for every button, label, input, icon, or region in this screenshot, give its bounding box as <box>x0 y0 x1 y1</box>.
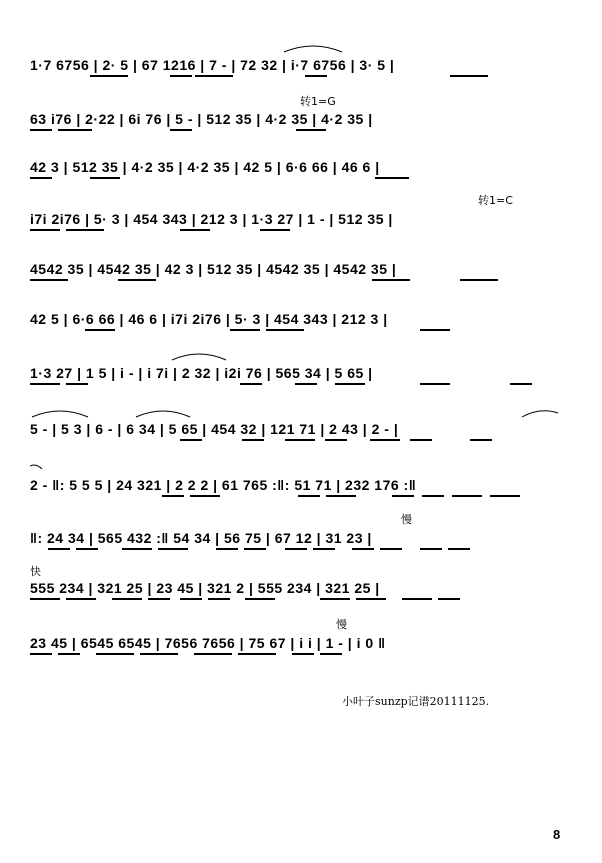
beam-underline <box>96 653 134 655</box>
notation-line-3 <box>30 155 560 181</box>
beam-underline <box>298 495 320 497</box>
beam-underline <box>305 75 327 77</box>
tie-arc <box>282 42 344 54</box>
notation-line-2 <box>30 107 560 133</box>
notation-line-4 <box>30 207 560 233</box>
beam-underline <box>422 495 444 497</box>
beam-underline <box>230 329 260 331</box>
notation-line-7 <box>30 361 560 387</box>
beam-underline <box>48 548 70 550</box>
beam-underline <box>58 653 80 655</box>
beam-underline <box>326 495 356 497</box>
tie-arc <box>520 407 560 419</box>
notation-text: 1·3 27 | 1 5 | i - | i 7i | 2 32 | i2i 76 | 565 34 | 5 65 | <box>30 365 373 381</box>
notation-line-6 <box>30 307 560 333</box>
beam-underline <box>190 495 220 497</box>
beam-underline <box>245 598 275 600</box>
beam-underline <box>285 548 307 550</box>
beam-underline <box>170 129 192 131</box>
beam-underline <box>380 548 402 550</box>
beam-underline <box>30 653 52 655</box>
beam-underline <box>195 75 233 77</box>
beam-underline <box>490 495 520 497</box>
beam-underline <box>450 75 488 77</box>
beam-underline <box>410 439 432 441</box>
key-change-c: 转1=C <box>478 194 513 207</box>
beam-underline <box>295 383 317 385</box>
beam-underline <box>180 439 202 441</box>
beam-underline <box>30 177 52 179</box>
notation-line-8 <box>30 417 560 443</box>
notation-text: ‖: 24 34 | 565 432 :‖ 54 34 | 56 75 | 67 12 | 31 23 | <box>30 530 372 546</box>
beam-underline <box>30 129 52 131</box>
beam-underline <box>420 329 450 331</box>
tie-arc <box>170 350 228 362</box>
beam-underline <box>325 439 347 441</box>
beam-underline <box>162 495 184 497</box>
beam-underline <box>260 229 290 231</box>
notation-line-11 <box>30 576 560 602</box>
beam-underline <box>392 495 414 497</box>
notation-line-10 <box>30 526 560 552</box>
beam-underline <box>170 75 192 77</box>
notation-text: 1·7 6756 | 2· 5 | 67 1216 | 7 - | 72 32 | i·7 6756 | 3· 5 | <box>30 57 395 73</box>
beam-underline <box>58 129 92 131</box>
tie-arc <box>30 407 90 419</box>
beam-underline <box>438 598 460 600</box>
beam-underline <box>448 548 470 550</box>
notation-text: i7i 2i76 | 5· 3 | 454 343 | 212 3 | 1·3 27 | 1 - | 512 35 | <box>30 211 393 227</box>
beam-underline <box>335 383 365 385</box>
beam-underline <box>285 439 315 441</box>
beam-underline <box>238 653 276 655</box>
beam-underline <box>372 279 410 281</box>
beam-underline <box>402 598 432 600</box>
notation-line-12 <box>30 631 560 657</box>
beam-underline <box>194 653 232 655</box>
beam-underline <box>208 598 230 600</box>
beam-underline <box>180 229 210 231</box>
beam-underline <box>118 279 156 281</box>
page-number: 8 <box>553 827 561 842</box>
notation-line-9 <box>30 473 560 499</box>
tempo-fast-marking: 快 <box>30 565 41 578</box>
beam-underline <box>180 598 202 600</box>
tie-arc <box>134 407 192 419</box>
notation-text: 63 i76 | 2·22 | 6i 76 | 5 - | 512 35 | 4·2 35 | 4·2 35 | <box>30 111 373 127</box>
beam-underline <box>370 439 400 441</box>
beam-underline <box>158 548 188 550</box>
beam-underline <box>460 279 498 281</box>
beam-underline <box>375 177 409 179</box>
beam-underline <box>320 598 350 600</box>
beam-underline <box>66 383 88 385</box>
beam-underline <box>470 439 492 441</box>
beam-underline <box>510 383 532 385</box>
notation-text: 5 - | 5 3 | 6 - | 6 34 | 5 65 | 454 32 | 121 71 | 2 43 | 2 - | <box>30 421 399 437</box>
beam-underline <box>266 329 304 331</box>
beam-underline <box>452 495 482 497</box>
beam-underline <box>90 75 128 77</box>
beam-underline <box>122 548 152 550</box>
beam-underline <box>240 383 262 385</box>
notation-text: 42 5 | 6·6 66 | 46 6 | i7i 2i76 | 5· 3 | 454 343 | 212 3 | <box>30 311 388 327</box>
beam-underline <box>242 439 264 441</box>
beam-underline <box>420 548 442 550</box>
notation-text: 4542 35 | 4542 35 | 42 3 | 512 35 | 4542 35 | 4542 35 | <box>30 261 397 277</box>
beam-underline <box>356 598 386 600</box>
beam-underline <box>420 383 450 385</box>
beam-underline <box>320 653 342 655</box>
beam-underline <box>292 653 314 655</box>
beam-underline <box>90 177 120 179</box>
notation-text: 2 - ‖: 5 5 5 | 24 321 | 2 2 2 | 61 765 :‖: 51 71 | 232 176 :‖ <box>30 477 417 493</box>
beam-underline <box>85 329 115 331</box>
beam-underline <box>30 279 68 281</box>
notation-line-1 <box>30 53 560 79</box>
notation-line-5 <box>30 257 560 283</box>
notation-text: 42 3 | 512 35 | 4·2 35 | 4·2 35 | 42 5 | 6·6 66 | 46 6 | <box>30 159 380 175</box>
notation-text: 555 234 | 321 25 | 23 45 | 321 2 | 555 234 | 321 25 | <box>30 580 380 596</box>
beam-underline <box>66 598 96 600</box>
beam-underline <box>244 548 266 550</box>
tie-arc <box>30 463 44 473</box>
beam-underline <box>296 129 326 131</box>
beam-underline <box>66 229 104 231</box>
transcriber-credit: 小叶子sunzp记谱20111125. <box>342 695 490 708</box>
notation-text: 23 45 | 6545 6545 | 7656 7656 | 75 67 | i i | 1 - | i 0 ‖ <box>30 635 386 651</box>
tempo-slow-marking: 慢 <box>336 618 347 631</box>
beam-underline <box>352 548 374 550</box>
beam-underline <box>148 598 170 600</box>
beam-underline <box>112 598 142 600</box>
key-change-g: 转1=G <box>300 95 336 108</box>
beam-underline <box>76 548 98 550</box>
tempo-slow-marking: 慢 <box>401 513 412 526</box>
beam-underline <box>313 548 335 550</box>
beam-underline <box>30 598 60 600</box>
beam-underline <box>30 229 60 231</box>
beam-underline <box>216 548 238 550</box>
beam-underline <box>30 383 60 385</box>
beam-underline <box>140 653 178 655</box>
